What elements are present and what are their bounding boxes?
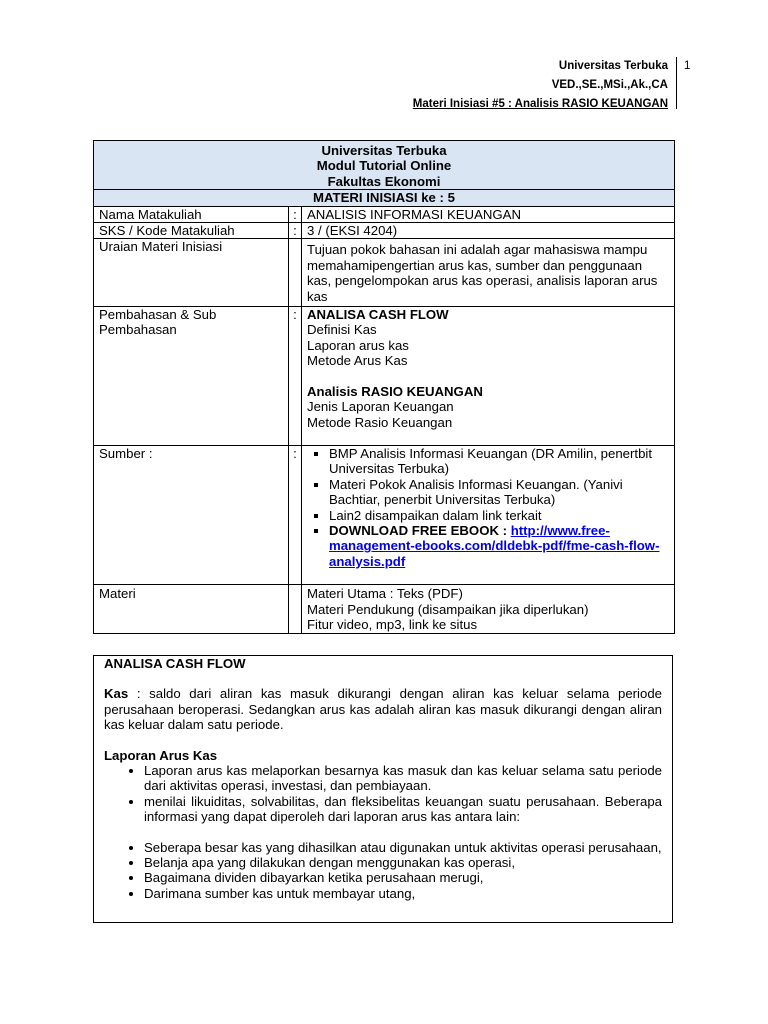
kas-term: Kas — [104, 686, 129, 702]
table-title — [94, 141, 675, 190]
row-label: Uraian Materi Inisiasi — [94, 239, 289, 307]
download-link[interactable]: http://www.free-management-ebooks.com/dldebk-pdf/fme-cash-flow-analysis.pdf — [329, 522, 660, 569]
source-item: ▪ Lain2 disampaikan dalam link terkait — [329, 508, 669, 523]
title-line: Modul Tutorial Online — [316, 158, 452, 174]
row-colon — [289, 585, 302, 634]
bullet-list — [104, 840, 662, 902]
list-item: • Bagaimana dividen dibayarkan ketika perusahaan merugi, — [144, 870, 662, 885]
subtopic-heading: ANALISA CASH FLOW — [307, 307, 449, 323]
subtopic-item: Metode Rasio Keuangan — [307, 414, 453, 430]
row-value: 3 / (EKSI 4204) — [302, 223, 675, 239]
content-box — [93, 655, 673, 923]
header-author: VED.,SE.,MSi.,Ak.,CA — [551, 79, 668, 91]
subtopic-item: Definisi Kas — [307, 322, 377, 338]
list-item: • Laporan arus kas melaporkan besarnya kas masuk dan kas keluar selama satu periode dari aktivitas operasi, investasi, dan pembiayaan. — [144, 763, 662, 794]
row-value — [302, 585, 675, 634]
row-label: Pembahasan & Sub Pembahasan — [94, 307, 289, 446]
source-item — [329, 523, 669, 569]
bullet-list — [104, 763, 662, 825]
header-subject: Materi Inisiasi #5 : Analisis RASIO KEUANGAN — [412, 98, 668, 110]
row-label: SKS / Kode Matakuliah — [94, 223, 289, 239]
list-item: • Belanja apa yang dilakukan dengan menggunakan kas operasi, — [144, 855, 662, 870]
row-label: Materi — [94, 585, 289, 634]
page-header — [413, 57, 668, 114]
title-line: Universitas Terbuka — [321, 143, 447, 158]
row-value — [302, 445, 675, 584]
source-item: ▪ BMP Analisis Informasi Keuangan (DR Amilin, penertbit Universitas Terbuka) — [329, 446, 669, 477]
subtopic-item: Metode Arus Kas — [307, 353, 408, 369]
materi-item: Materi Pendukung (disampaikan jika diperlukan) — [307, 601, 589, 617]
row-colon: : — [289, 223, 302, 239]
row-value: Tujuan pokok bahasan ini adalah agar mahasiswa mampu memahamipengertian arus kas, sumber dan penggunaan kas, pengelompokan arus kas operasi, analisis laporan arus kas — [302, 239, 675, 307]
list-item: • menilai likuiditas, solvabilitas, dan fleksibelitas keuangan suatu perusahaan. Beberapa informasi yang dapat diperoleh dari laporan arus kas antara lain: — [144, 794, 662, 825]
kas-definition — [104, 686, 662, 732]
row-colon — [289, 239, 302, 307]
table-row — [94, 239, 675, 307]
download-label: DOWNLOAD FREE EBOOK : — [329, 522, 511, 538]
row-label: Sumber : — [94, 445, 289, 584]
materi-item: Fitur video, mp3, link ke situs — [307, 616, 478, 632]
table-row — [94, 206, 675, 222]
row-value — [302, 307, 675, 446]
row-label: Nama Matakuliah — [94, 206, 289, 222]
table-row — [94, 585, 675, 634]
row-colon: : — [289, 307, 302, 446]
table-row — [94, 223, 675, 239]
laporan-heading: Laporan Arus Kas — [104, 747, 218, 763]
list-item: • Seberapa besar kas yang dihasilkan atau digunakan untuk aktivitas operasi perusahaan, — [144, 840, 662, 855]
header-institution: Universitas Terbuka — [558, 60, 668, 72]
source-item: ▪ Materi Pokok Analisis Informasi Keuangan. (Yanivi Bachtiar, penerbit Universitas Terbuka) — [329, 477, 669, 508]
list-item: • Darimana sumber kas untuk membayar utang, — [144, 886, 662, 901]
section-title: MATERI INISIASI ke : 5 — [94, 190, 675, 206]
content-title: ANALISA CASH FLOW — [104, 656, 246, 671]
source-list — [307, 446, 669, 569]
materi-item: Materi Utama : Teks (PDF) — [307, 586, 463, 602]
kas-text: : saldo dari aliran kas masuk dikurangi dengan aliran kas keluar selama periode perusahaan beroperasi. Sedangkan arus kas adalah aliran kas masuk dikurangi dengan aliran kas keluar dalam satu periode. — [104, 686, 662, 733]
title-line: Fakultas Ekonomi — [327, 173, 441, 189]
table-row — [94, 445, 675, 584]
spacer — [307, 369, 669, 384]
subtopic-heading: Analisis RASIO KEUANGAN — [307, 383, 483, 399]
row-colon: : — [289, 445, 302, 584]
table-row — [94, 307, 675, 446]
row-colon: : — [289, 206, 302, 222]
subtopic-item: Jenis Laporan Keuangan — [307, 399, 454, 415]
row-value: ANALISIS INFORMASI KEUANGAN — [302, 206, 675, 222]
course-info-table — [93, 140, 675, 634]
subtopic-item: Laporan arus kas — [307, 337, 409, 353]
page-number: 1 — [676, 57, 690, 109]
